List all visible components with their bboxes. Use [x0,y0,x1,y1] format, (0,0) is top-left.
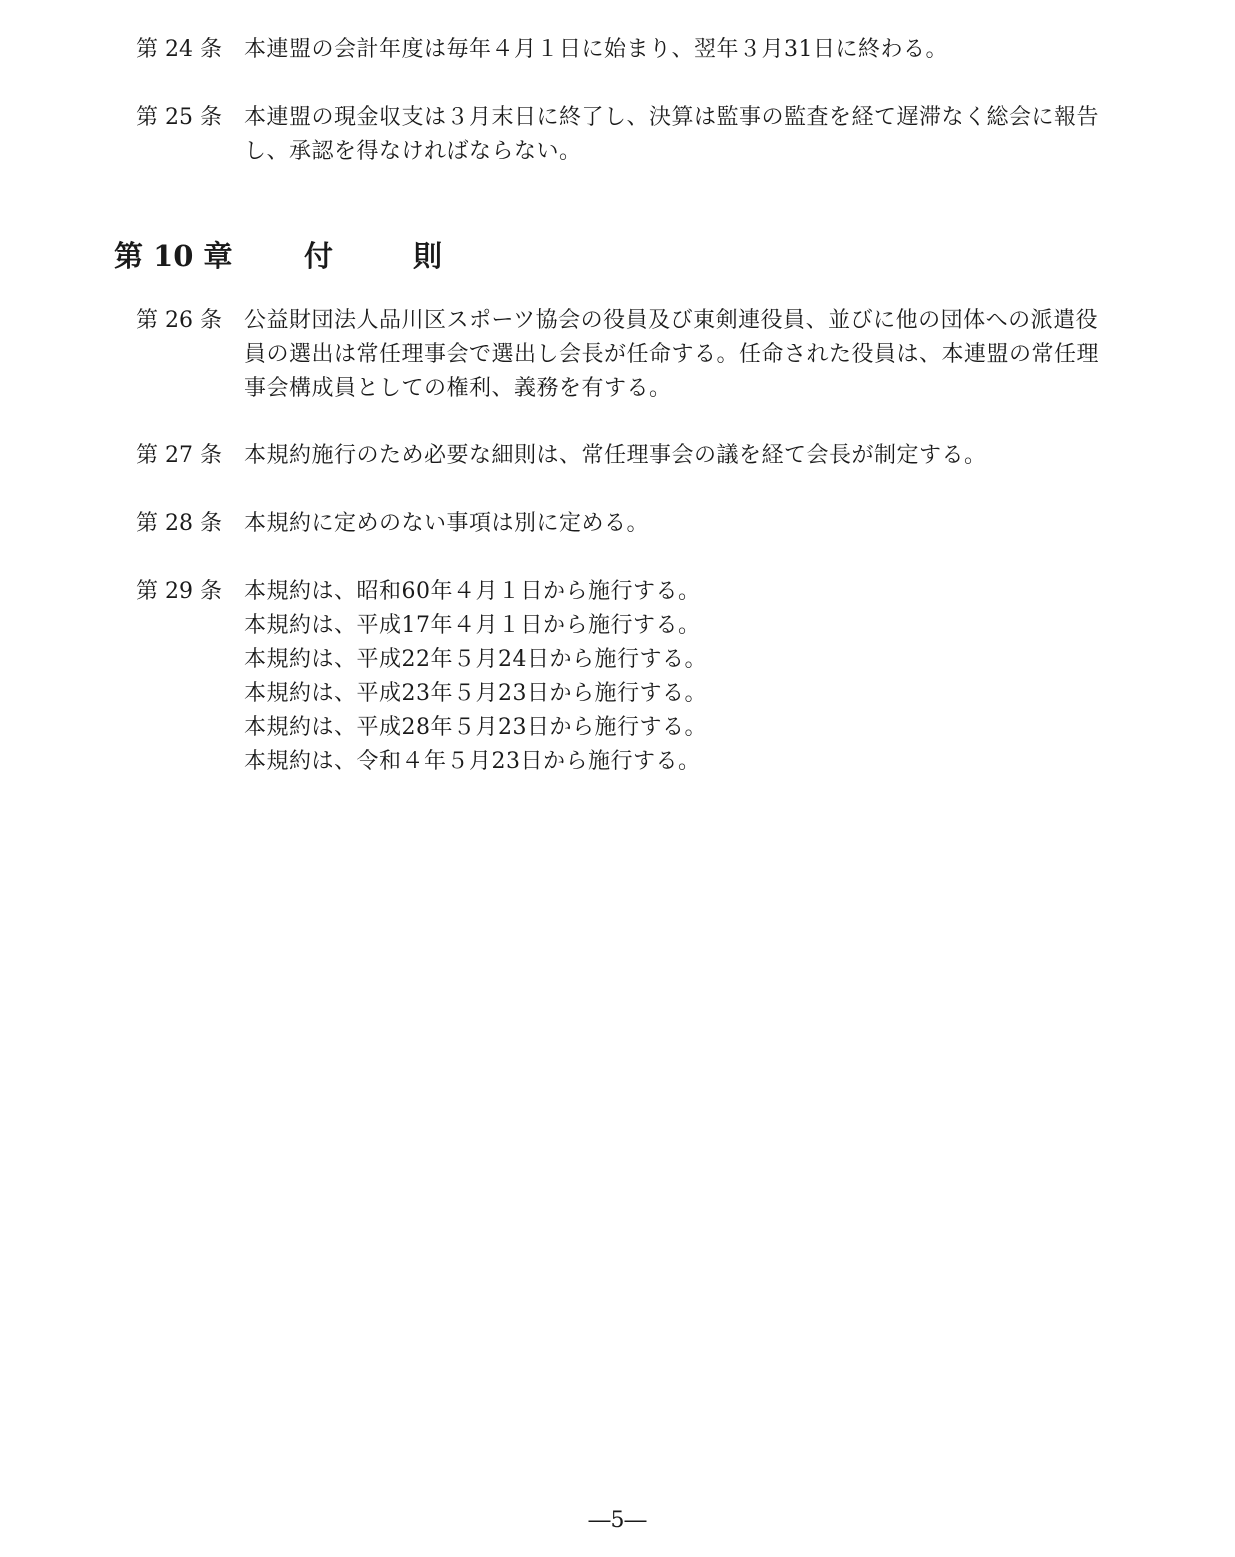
article-body [244,33,1120,67]
page-number: ―5― [588,1508,647,1533]
article-24 [136,33,1126,67]
article-line: 本規約は、平成23年５月23日から施行する。 [244,681,707,706]
article-line: 本規約は、平成22年５月24日から施行する。 [244,647,707,672]
article-line: 本連盟の現金収支は３月末日に終了し、決算は監事の監査を経て遅滞なく総会に報告 [244,105,1100,130]
article-line: 本規約は、平成28年５月23日から施行する。 [244,715,707,740]
article-body [244,507,1120,541]
article-line: 本規約は、昭和60年４月１日から施行する。 [244,579,701,604]
article-body [244,304,1120,406]
article-line: し、承認を得なければならない。 [244,139,582,164]
article-body [244,575,1120,779]
article-number: 第 24 条 [136,37,222,62]
article-body [244,439,1120,473]
article-number: 第 28 条 [136,511,222,536]
article-line: 本規約は、令和４年５月23日から施行する。 [244,749,701,774]
article-26 [136,304,1126,406]
article-line: 公益財団法人品川区スポーツ協会の役員及び東剣連役員、並びに他の団体への派遣役 [244,308,1099,333]
article-line: 本規約に定めのない事項は別に定める。 [244,511,650,536]
chapter-number: 第 10 章 [114,239,233,273]
article-number: 第 26 条 [136,308,222,333]
article-28 [136,507,1126,541]
article-line: 事会構成員としての権利、義務を有する。 [244,376,672,401]
article-25 [136,101,1126,169]
chapter-title: 付則 [304,239,523,273]
article-29 [136,575,1126,779]
article-line: 本連盟の会計年度は毎年４月１日に始まり、翌年３月31日に終わる。 [244,37,948,62]
article-number: 第 25 条 [136,105,222,130]
article-body [244,101,1120,169]
article-line: 本規約は、平成17年４月１日から施行する。 [244,613,701,638]
article-number: 第 29 条 [136,579,222,604]
article-number: 第 27 条 [136,443,222,468]
article-line: 本規約施行のため必要な細則は、常任理事会の議を経て会長が制定する。 [244,443,987,468]
article-27 [136,439,1126,473]
chapter-heading [114,236,523,276]
article-line: 員の選出は常任理事会で選出し会長が任命する。任命された役員は、本連盟の常任理 [244,342,1100,367]
